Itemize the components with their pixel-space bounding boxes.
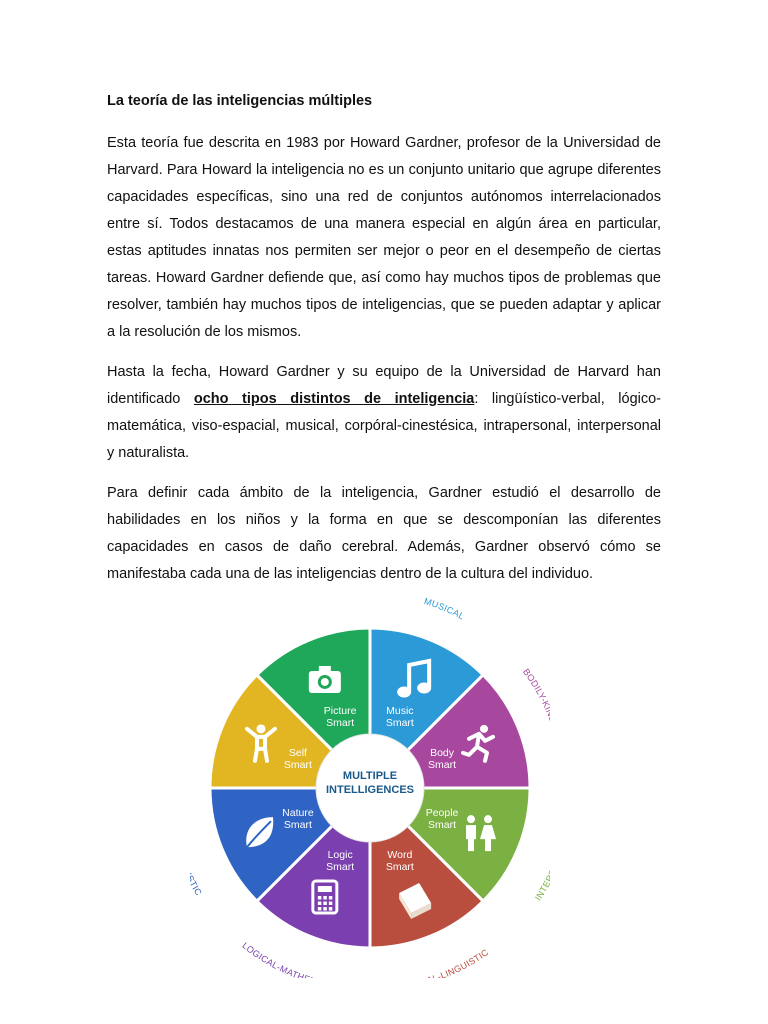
- outer-label-logical-mathematical: LOGICAL-MATH: [240, 940, 306, 978]
- segment-label-line1: Self: [288, 747, 307, 760]
- segment-label-line2: Smart: [428, 818, 457, 831]
- segment-label-line1: People: [425, 806, 459, 819]
- document-page: [107, 88, 661, 601]
- outer-label-bodily-kinesthetic: BODILY-: [521, 666, 550, 704]
- outer-label-visual-spatial: [190, 598, 193, 600]
- outer-label-intrapersonal: [190, 598, 194, 600]
- segment-label-line2: Smart: [283, 818, 312, 831]
- segment-label-line1: Nature: [282, 806, 314, 819]
- paragraph-3: Para definir cada ámbito de la inteligencia, Gardner estudió el desarrollo de habilidades en los niños y la forma en que se descomponían las diferentes capacidades en casos de daño cerebral. Además, Gardner observó cómo se manifestaba cada una de las inteligencias dentro de la cultura del individuo.: [107, 485, 661, 582]
- segment-label-line2: Smart: [283, 759, 312, 772]
- segment-label-line1: Body: [430, 747, 455, 760]
- intelligence-types-link[interactable]: ocho tipos distintos de inteligencia: [193, 391, 475, 407]
- paragraph-2-start: Hasta la fecha, Howard Gardner y su equipo de la Universidad de Harvard han identificado: [107, 364, 661, 407]
- segment-label-line2: Smart: [385, 716, 414, 729]
- segment-label-line1: Word: [387, 849, 413, 862]
- outer-label-verbal-linguistic: -LINGUISTIC: [436, 947, 491, 978]
- document-title: La teoría de las inteligencias múltiples: [107, 93, 373, 109]
- segment-label-line2: Smart: [385, 861, 414, 874]
- segment-label-line1: Music: [386, 704, 414, 717]
- outer-label-interpersonal: INT: [532, 884, 550, 903]
- paragraph-2-end: : lingüístico-verbal, lógico-matemática, viso-espacial, musical, corpóral-cinestésica, intrapersonal, interpersonal y naturalista.: [107, 391, 661, 461]
- center-title-line2: INTELLIGENCES: [325, 784, 415, 796]
- center-title-line1: MULTIPLE: [342, 770, 398, 782]
- segment-label-line2: Smart: [326, 861, 355, 874]
- paragraph-1: Esta teoría fue descrita en 1983 por Howard Gardner, profesor de la Universidad de Harvard. Para Howard la inteligencia no es un conjunto unitario que agrupe diferentes capacidades específicas, sino una red de conjuntos autónomos interrelacionados entre sí. Todos destacamos de una manera especial en algún área en particular, estas aptitudes innatas nos permiten ser mejor o peor en el desempeño de ciertas tareas. Howard Gardner defiende que, así como hay muchos tipos de problemas que resolver, también hay muchos tipos de inteligencias, que se pueden adaptar y aplicar a la resolución de los mismos.: [107, 135, 661, 340]
- segment-label-line1: Picture: [323, 704, 357, 717]
- paragraph-2: [107, 359, 661, 467]
- segment-label-line1: Logic: [327, 849, 353, 862]
- multiple-intelligences-wheel: [190, 598, 550, 978]
- outer-label-naturalistic: IC: [190, 884, 204, 898]
- segment-label-line2: Smart: [326, 716, 355, 729]
- segment-label-line2: Smart: [428, 759, 457, 772]
- outer-label-musical: MUSICAL: [422, 598, 467, 622]
